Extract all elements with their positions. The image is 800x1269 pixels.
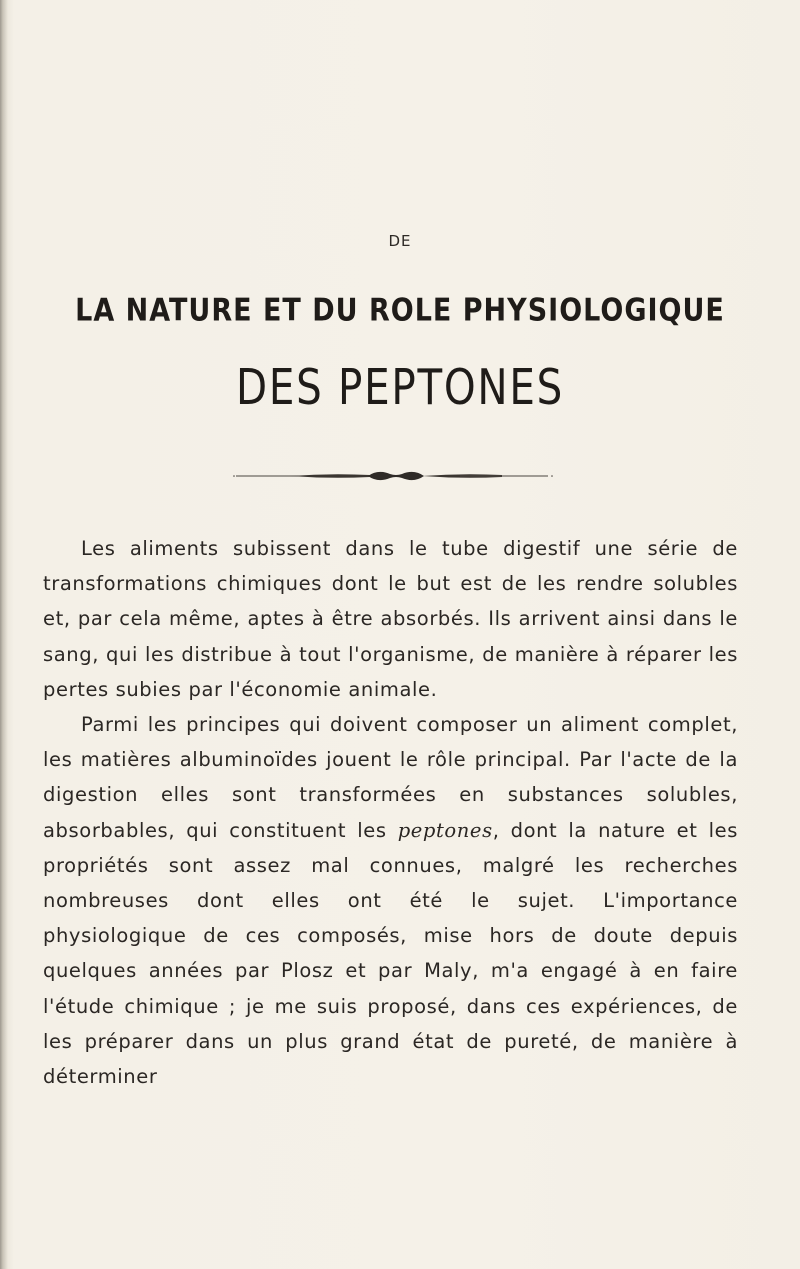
paragraph-2-start: Parmi les principes qui doivent composer un aliment complet, les matières albuminoïdes jouent le rôle principal. Par l'acte de la digestion elles sont transformées en substances solubles, absorbables, qui constituent les xyxy=(43,713,738,842)
heading-main: LA NATURE ET DU ROLE PHYSIOLOGIQUE xyxy=(75,292,725,329)
paragraph-2-end: , dont la nature et les propriétés sont assez mal connues, malgré les recherches nombreuses dont elles ont été le sujet. L'importance physiologique de ces composés, mise hors de doute depuis quelques années par Plosz et par Maly, m'a engagé à en faire l'étude chimique ; je me suis proposé, dans ces expériences, de les préparer dans un plus grand état de pureté, de manière à déterminer xyxy=(43,818,738,1089)
paragraph-1: Les aliments subissent dans le tube digestif une série de transformations chimiques dont le but est de les rendre solubles et, par cela même, aptes à être absorbés. Ils arrivent ainsi dans le sang, qui les distribue à tout l'organisme, de manière à réparer les pertes subies par l'économie animale. xyxy=(43,537,738,701)
ornament-divider-icon xyxy=(230,466,560,486)
paragraph-2 xyxy=(43,707,738,1094)
heading-title: DES PEPTONES xyxy=(235,358,565,417)
peptones-italic: peptones xyxy=(397,818,493,842)
binding-shadow xyxy=(0,0,8,1269)
body-text xyxy=(43,531,738,1094)
heading-de: DE xyxy=(388,232,412,250)
